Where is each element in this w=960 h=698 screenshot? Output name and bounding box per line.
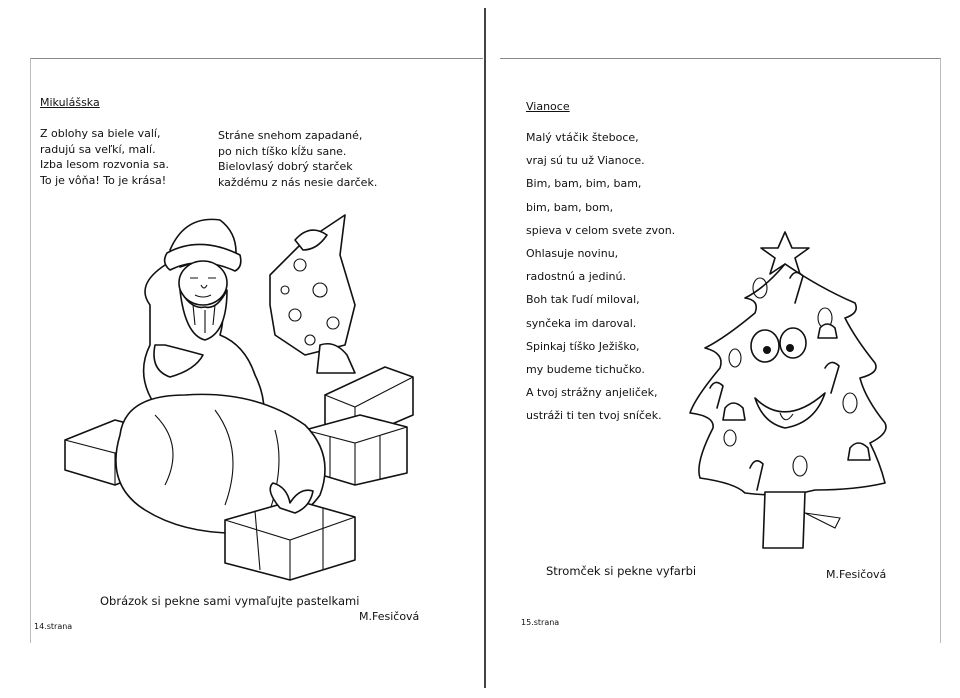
poem-line: Z oblohy sa biele valí, [40, 127, 161, 140]
poem-line: Bielovlasý dobrý starček [218, 160, 353, 173]
book-spine [484, 8, 486, 688]
poem-line: po nich tíško kĺžu sane. [218, 144, 347, 158]
poem-line: vraj sú tu už Vianoce. [526, 154, 645, 168]
poem-line: synčeka im daroval. [526, 316, 637, 330]
poem-line: Bim, bam, bim, bam, [526, 177, 642, 191]
christmas-tree-illustration [685, 228, 900, 558]
right-page-number: 15.strana [521, 618, 560, 627]
poem-line: Spinkaj tíško Ježiško, [526, 339, 640, 353]
poem-line: my budeme tichučko. [526, 362, 645, 376]
poem-line: bim, bam, bom, [526, 200, 614, 214]
poem-line: Ohlasuje novinu, [526, 246, 619, 260]
left-stanza-1 [40, 126, 169, 188]
poem-line: radostnú a jedinú. [526, 270, 626, 284]
left-page-title: Mikulášska [40, 96, 100, 109]
right-caption: Stromček si pekne vyfarbi [546, 564, 697, 578]
poem-line: Stráne snehom zapadané, [218, 129, 363, 142]
santa-illustration [55, 195, 425, 590]
poem-line: Izba lesom rozvonia sa. [40, 158, 169, 171]
left-author: M.Fesičová [359, 610, 420, 623]
poem-line: A tvoj strážny anjeliček, [526, 386, 658, 400]
right-poem [526, 126, 675, 427]
poem-line: radujú sa veľkí, malí. [40, 142, 156, 156]
left-stanza-2 [218, 128, 377, 190]
poem-line: Malý vtáčik šteboce, [526, 131, 639, 144]
left-page-number: 14.strana [34, 622, 73, 631]
left-caption: Obrázok si pekne sami vymaľujte pastelkami [100, 594, 360, 608]
poem-line: Boh tak ľudí miloval, [526, 293, 640, 307]
right-page-title: Vianoce [526, 100, 570, 113]
poem-line: ustráži ti ten tvoj sníček. [526, 409, 662, 423]
right-author: M.Fesičová [826, 568, 887, 581]
poem-line: spieva v celom svete zvon. [526, 223, 676, 237]
poem-line: každému z nás nesie darček. [218, 175, 378, 189]
poem-line: To je vôňa! To je krása! [40, 173, 167, 187]
